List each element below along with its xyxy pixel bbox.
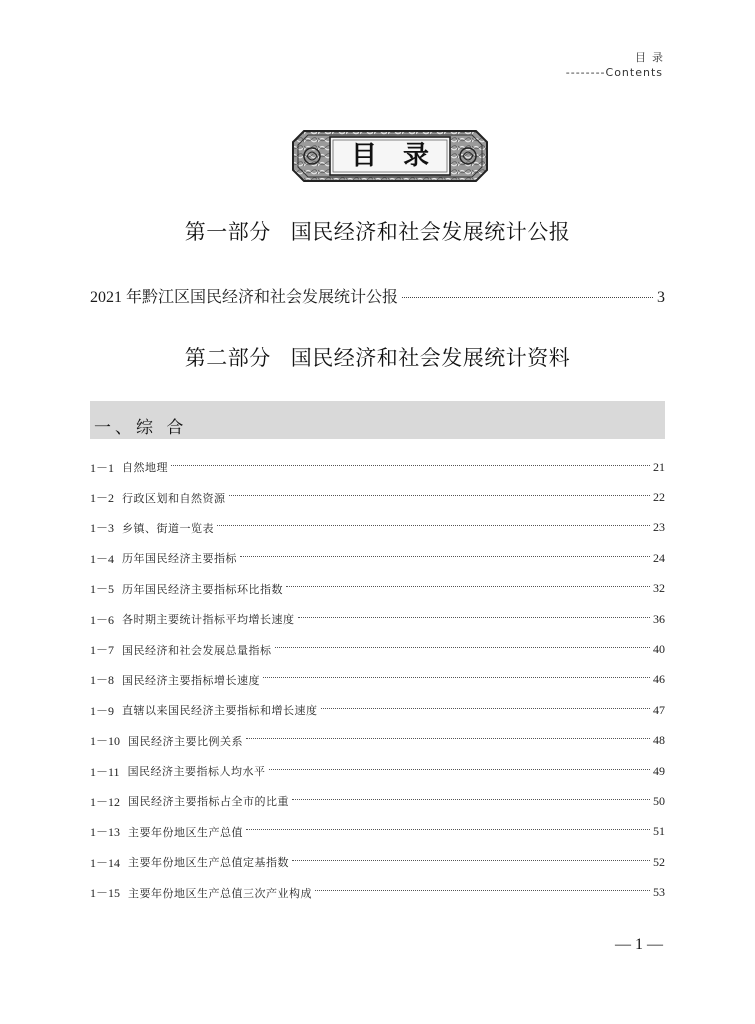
part1-label: 第一部分 xyxy=(184,220,271,244)
toc-item-page: 50 xyxy=(653,793,665,808)
dot-leader xyxy=(246,829,650,830)
toc-item-page: 22 xyxy=(653,490,665,505)
toc-item[interactable] xyxy=(90,513,665,543)
toc-item-page: 36 xyxy=(653,611,665,626)
toc-item-title: 主要年份地区生产总值定基指数 xyxy=(128,856,290,870)
toc-item-title: 自然地理 xyxy=(122,461,169,475)
report-toc-entry[interactable] xyxy=(90,284,665,304)
toc-item-number: 1－7 xyxy=(90,643,115,658)
toc-item-page: 51 xyxy=(653,824,665,839)
dot-leader xyxy=(240,556,650,557)
toc-item-title: 主要年份地区生产总值三次产业构成 xyxy=(128,886,313,900)
toc-item-title: 国民经济主要指标人均水平 xyxy=(127,765,266,779)
section-header-band xyxy=(90,401,665,439)
toc-item-page: 21 xyxy=(653,459,665,474)
toc-item[interactable] xyxy=(90,756,665,786)
title-plate-text: 目录 xyxy=(350,141,455,171)
part1-heading xyxy=(0,216,755,246)
toc-item-title: 国民经济和社会发展总量指标 xyxy=(122,643,272,657)
toc-item-number: 1－6 xyxy=(90,612,115,627)
toc-item-title: 国民经济主要指标增长速度 xyxy=(122,673,261,687)
toc-item[interactable] xyxy=(90,695,665,725)
dot-leader xyxy=(321,708,650,709)
dot-leader xyxy=(292,799,650,800)
title-plate xyxy=(290,128,490,184)
report-entry-title: 2021 年黔江区国民经济和社会发展统计公报 xyxy=(90,289,399,306)
page-number: — 1 — xyxy=(615,936,663,953)
toc-item-number: 1－1 xyxy=(90,460,115,475)
toc-item[interactable] xyxy=(90,726,665,756)
toc-item-number: 1－2 xyxy=(90,491,115,506)
report-entry-page: 3 xyxy=(657,289,665,306)
toc-item-page: 24 xyxy=(653,550,665,565)
toc-item-number: 1－15 xyxy=(90,886,121,901)
part1-title: 国民经济和社会发展统计公报 xyxy=(290,220,571,244)
toc-item-page: 53 xyxy=(653,885,665,900)
dot-leader xyxy=(292,860,650,861)
dot-leader xyxy=(229,495,650,496)
dot-leader xyxy=(246,738,650,739)
dot-leader xyxy=(217,525,650,526)
dot-leader xyxy=(402,297,653,298)
toc-item-number: 1－4 xyxy=(90,551,115,566)
toc-item-number: 1－5 xyxy=(90,582,115,597)
part2-title: 国民经济和社会发展统计资料 xyxy=(290,346,571,370)
running-head-title: 目录 xyxy=(635,51,669,64)
dot-leader xyxy=(263,677,650,678)
toc-item[interactable] xyxy=(90,543,665,573)
toc-item-title: 各时期主要统计指标平均增长速度 xyxy=(122,613,295,627)
toc-item-page: 49 xyxy=(653,763,665,778)
toc-item[interactable] xyxy=(90,574,665,604)
toc-item-page: 47 xyxy=(653,702,665,717)
toc-item-number: 1－9 xyxy=(90,703,115,718)
toc-item-number: 1－8 xyxy=(90,673,115,688)
toc-item-page: 32 xyxy=(653,581,665,596)
toc-item-title: 直辖以来国民经济主要指标和增长速度 xyxy=(122,704,318,718)
toc-item-title: 国民经济主要比例关系 xyxy=(128,734,244,748)
toc-item[interactable] xyxy=(90,665,665,695)
toc-item-number: 1－10 xyxy=(90,734,121,749)
toc-item-number: 1－13 xyxy=(90,825,121,840)
toc-item[interactable] xyxy=(90,847,665,877)
toc-item-page: 46 xyxy=(653,672,665,687)
running-head-subtitle: --------Contents xyxy=(565,66,663,79)
section-title: 一、综 合 xyxy=(94,418,188,438)
toc-item[interactable] xyxy=(90,482,665,512)
toc-item[interactable] xyxy=(90,452,665,482)
toc-item-title: 国民经济主要指标占全市的比重 xyxy=(128,795,290,809)
toc-item[interactable] xyxy=(90,786,665,816)
toc-item-number: 1－11 xyxy=(90,764,120,779)
dot-leader xyxy=(171,465,650,466)
dot-leader xyxy=(269,769,650,770)
toc-item[interactable] xyxy=(90,634,665,664)
part2-label: 第二部分 xyxy=(184,346,271,370)
part2-heading xyxy=(0,342,755,372)
toc-item-title: 行政区划和自然资源 xyxy=(122,491,226,505)
toc-item-title: 乡镇、街道一览表 xyxy=(122,521,215,535)
toc-item[interactable] xyxy=(90,604,665,634)
toc-item-number: 1－3 xyxy=(90,521,115,536)
toc-list xyxy=(90,452,665,908)
toc-item-page: 23 xyxy=(653,520,665,535)
toc-item-title: 历年国民经济主要指标 xyxy=(122,552,238,566)
toc-item-page: 48 xyxy=(653,733,665,748)
dot-leader xyxy=(286,586,650,587)
dot-leader xyxy=(315,890,650,891)
toc-item-number: 1－14 xyxy=(90,855,121,870)
toc-item[interactable] xyxy=(90,817,665,847)
toc-item-number: 1－12 xyxy=(90,794,121,809)
toc-item-page: 40 xyxy=(653,642,665,657)
toc-item-title: 历年国民经济主要指标环比指数 xyxy=(122,582,284,596)
toc-item-title: 主要年份地区生产总值 xyxy=(128,825,244,839)
toc-item[interactable] xyxy=(90,877,665,907)
running-head xyxy=(565,50,669,80)
toc-item-page: 52 xyxy=(653,854,665,869)
dot-leader xyxy=(275,647,650,648)
dot-leader xyxy=(298,617,650,618)
